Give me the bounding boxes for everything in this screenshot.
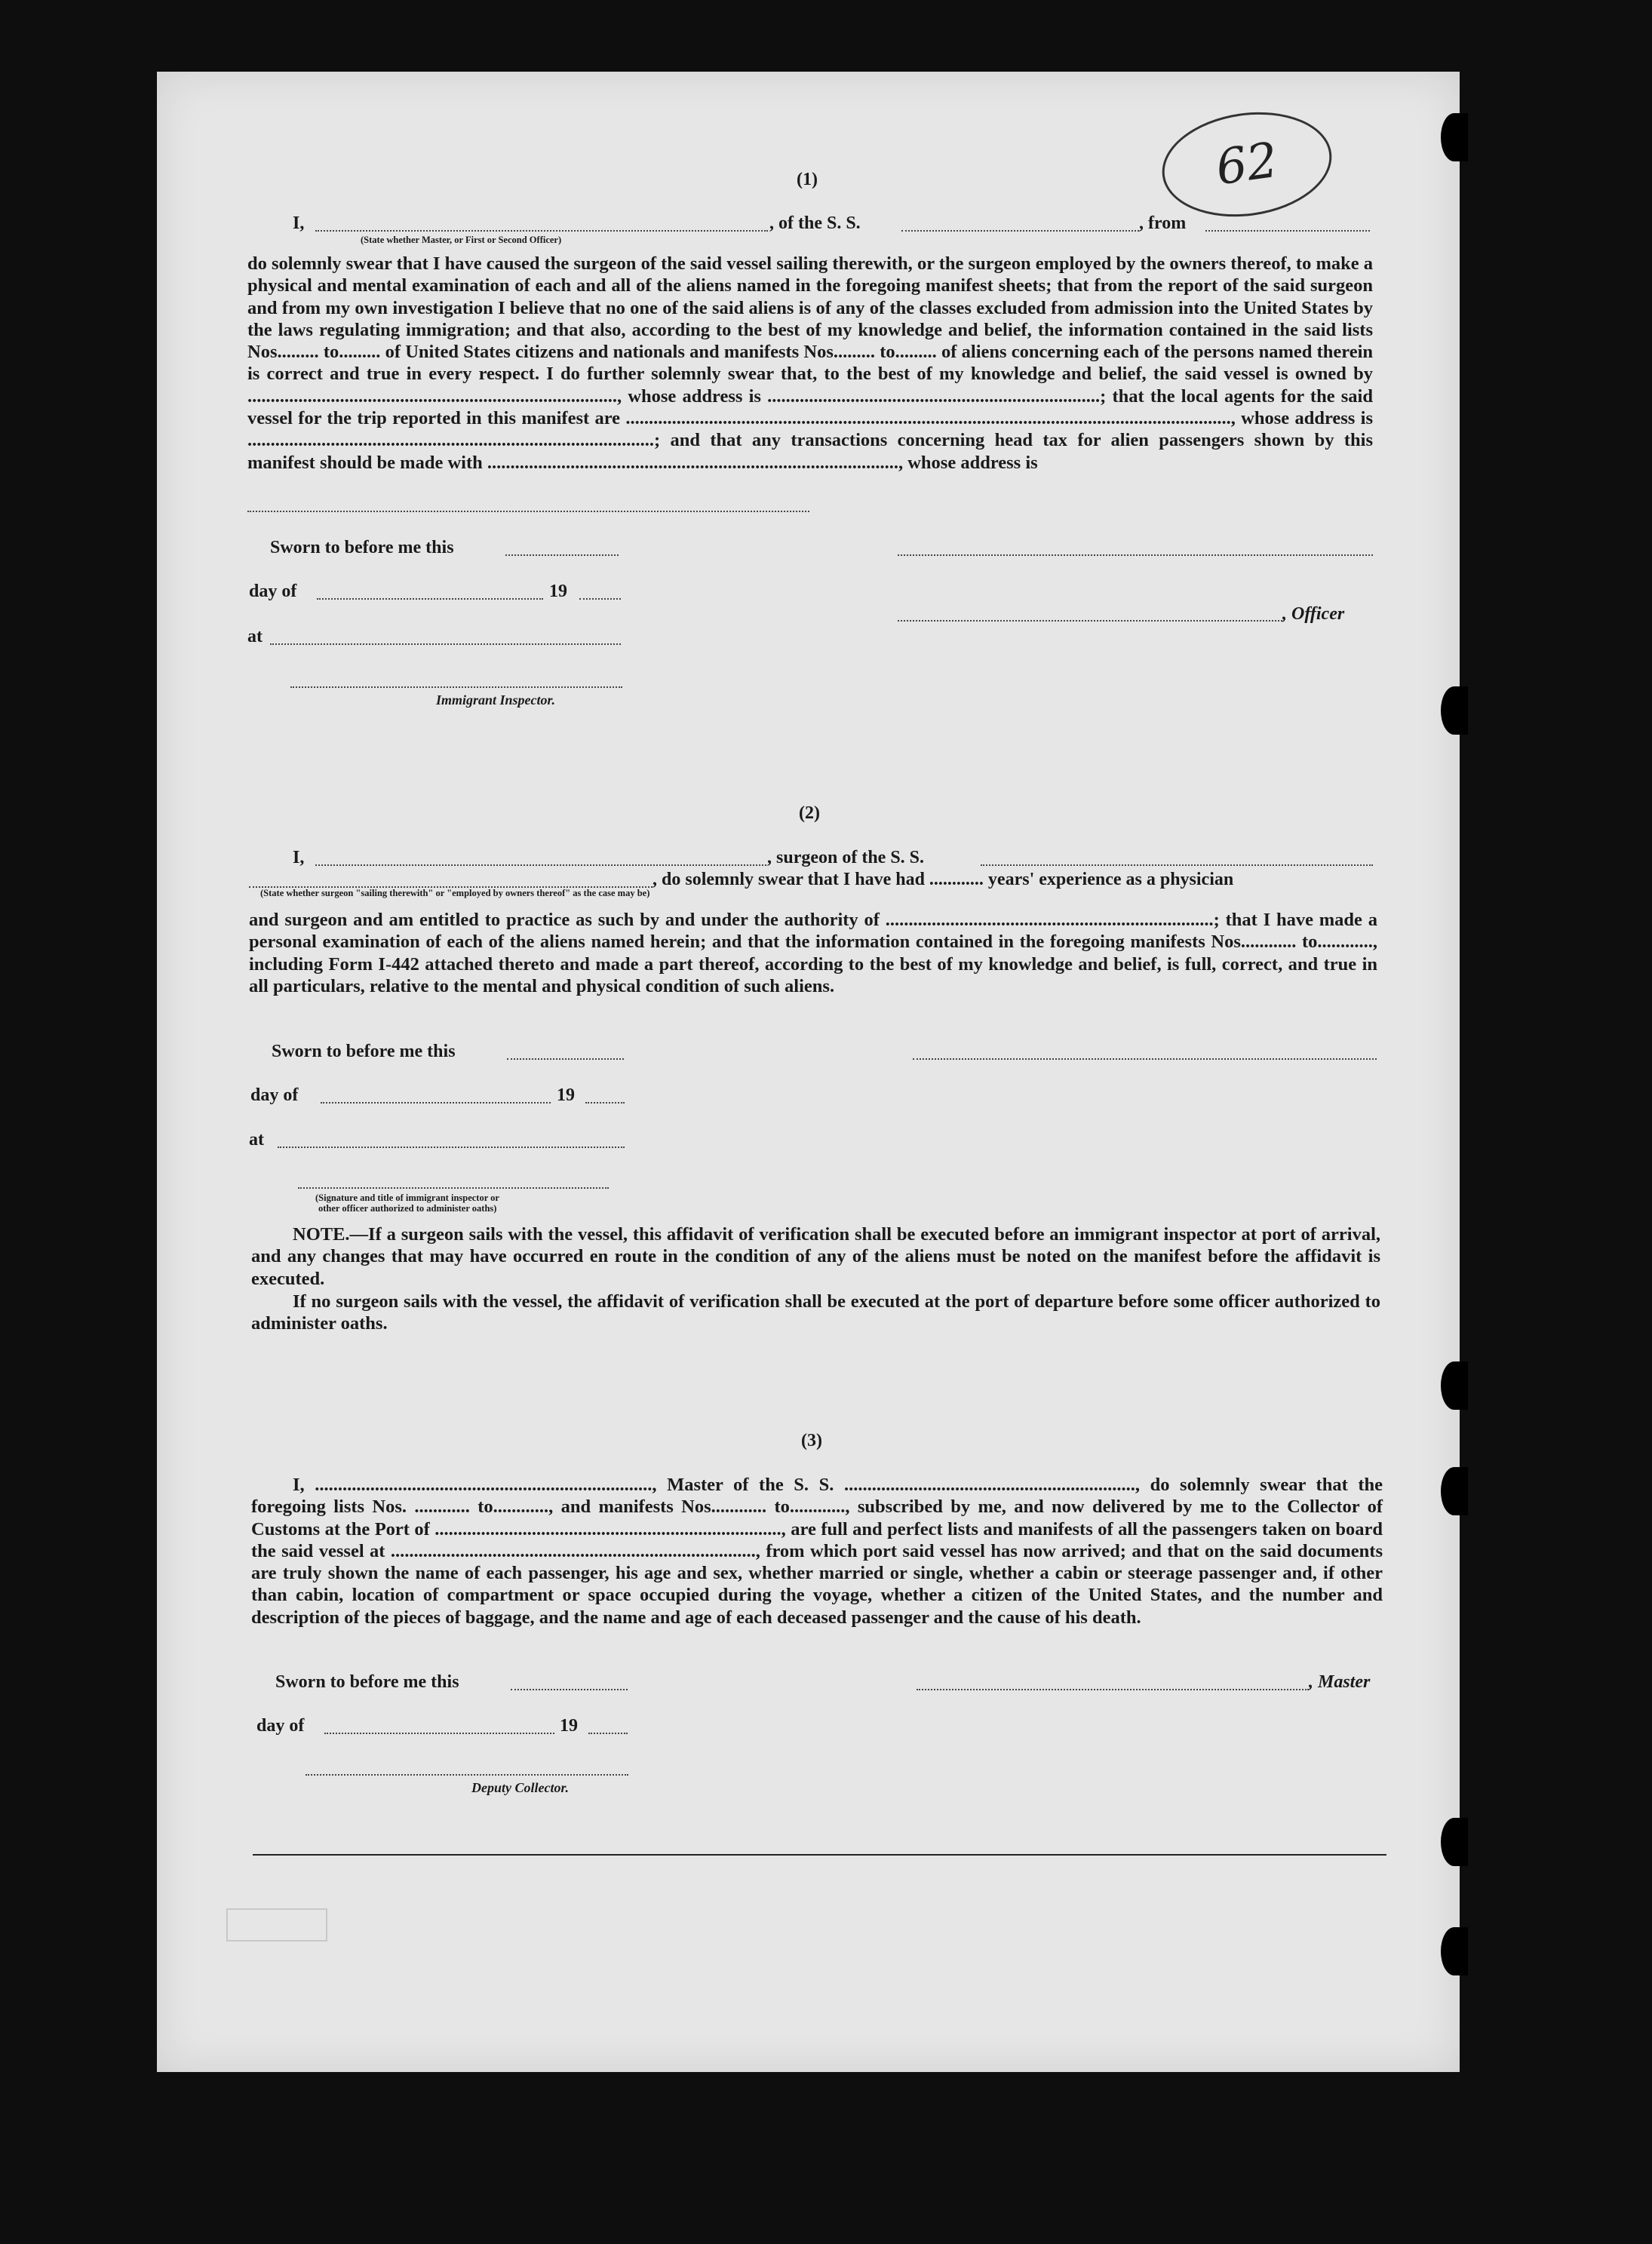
s3-year-label: 19	[560, 1716, 578, 1736]
s2-note2-text: If no surgeon sails with the vessel, the affidavit of verification shall be executed at the port of departure before some officer authorized to administer oaths.	[251, 1291, 1380, 1334]
s3-sworn-blank[interactable]	[511, 1689, 628, 1690]
s2-day-of-label: day of	[250, 1085, 299, 1105]
handwritten-page-number: 62	[1156, 102, 1339, 227]
s2-at-label: at	[249, 1130, 264, 1150]
bottom-rule	[253, 1854, 1386, 1856]
s2-year-label: 19	[557, 1085, 575, 1105]
s1-at-label: at	[247, 627, 263, 646]
s1-officer-blank[interactable]	[315, 230, 768, 232]
s2-name-blank[interactable]	[315, 864, 766, 866]
section-1-heading: (1)	[797, 170, 818, 189]
s3-body-text: I, ........................................................................., Master of the S. S. ..............................................................., do solemnly swear that the foregoing lists Nos. ............ to............, and manifests Nos............ to............, subscribed by me, and now delivered by me to the Collector of Customs at the Port of ..........................................................................., are full and perfect lists and manifests of all the passengers taken on board the said vessel at ..............................................................................., from which port said vessel has now arrived; and that on the said documents are truly shown the name of each passenger, his age and sex, whether married or single, whether a cabin or steerage passenger and, if other than cabin, location of compartment or space occupied during the voyage, whether a citizen of the United States, and the number and description of the pieces of baggage, and the name and age of each deceased passenger and the cause of his death.	[251, 1475, 1383, 1628]
punch-hole	[1441, 1361, 1468, 1410]
s1-body-text: do solemnly swear that I have caused the surgeon of the said vessel sailing therewith, or the surgeon employed by the owners thereof, to make a physical and mental examination of each and all of the aliens named in the foregoing manifest sheets; that from the report of the said surgeon and from my own investigation I believe that no one of the said aliens is of any of the classes excluded from admission into the United States by the laws regulating immigration; and that also, according to the best of my knowledge and belief, the information contained in the said lists Nos......... to......... of United States citizens and nationals and manifests Nos......... to......... of aliens concerning each of the persons named therein is correct and true in every respect. I do further solemnly swear that, to the best of my knowledge and belief, the said vessel is owned by ................................................................................, whose address is ........................................................................; that the local agents for the said vessel for the trip reported in this manifest are ..................................................................................................................................., whose address is ........................................................................................; and that any transactions concerning head tax for alien passengers shown by this manifest should be made with ........................................................................................., whose address is	[247, 253, 1373, 473]
s2-surgeon-of-label: , surgeon of the S. S.	[767, 848, 925, 867]
s1-officer-caption: (State whether Master, or First or Second Officer)	[361, 235, 562, 245]
s3-master-label: , Master	[1309, 1672, 1371, 1692]
s3-sworn-label: Sworn to before me this	[275, 1672, 459, 1692]
s1-sworn-blank[interactable]	[505, 554, 619, 556]
s2-swear-text: , do solemnly swear that I have had ............ years' experience as a physician	[653, 870, 1234, 889]
s1-from-label: , from	[1139, 213, 1187, 233]
faded-stamp	[226, 1908, 327, 1942]
s2-at-blank[interactable]	[278, 1147, 625, 1148]
s2-signature-blank[interactable]	[913, 1058, 1377, 1060]
s1-year-blank[interactable]	[579, 598, 621, 600]
s1-of-ss-label: , of the S. S.	[769, 213, 861, 233]
s1-year-label: 19	[549, 582, 567, 601]
s1-inspector-caption: Immigrant Inspector.	[436, 692, 556, 708]
section-3-heading: (3)	[801, 1431, 822, 1450]
s2-note-text: NOTE.—If a surgeon sails with the vessel, this affidavit of verification shall be executed before an immigrant inspector at port of arrival, and any changes that may have occurred en route in the condition of any of the aliens must be noted on the manifest before the affidavit is executed.	[251, 1224, 1380, 1289]
s2-vessel-blank[interactable]	[981, 864, 1373, 866]
punch-hole	[1441, 1467, 1468, 1515]
s1-officer-label: , Officer	[1282, 604, 1345, 624]
punch-hole	[1441, 1818, 1468, 1866]
s3-day-of-label: day of	[256, 1716, 305, 1736]
punch-hole	[1441, 686, 1468, 735]
s1-officer-sign-blank[interactable]	[898, 620, 1282, 622]
s1-from-blank[interactable]	[1205, 230, 1370, 232]
s1-vessel-blank[interactable]	[901, 230, 1139, 232]
s2-year-blank[interactable]	[585, 1102, 625, 1104]
s3-year-blank[interactable]	[588, 1733, 628, 1734]
s1-day-of-label: day of	[249, 582, 297, 601]
s1-sworn-label: Sworn to before me this	[270, 538, 454, 557]
s3-deputy-caption: Deputy Collector.	[471, 1780, 569, 1795]
s3-day-blank[interactable]	[324, 1733, 554, 1734]
s2-i-label: I,	[293, 848, 305, 867]
section-2-heading: (2)	[799, 803, 820, 823]
s2-inspector-blank[interactable]	[298, 1187, 609, 1189]
s2-status-caption: (State whether surgeon "sailing therewith" or "employed by owners thereof" as the case may be)	[260, 888, 650, 898]
s1-i-label: I,	[293, 213, 305, 233]
s3-master-sign-blank[interactable]	[917, 1689, 1309, 1690]
s1-signature-blank[interactable]	[898, 554, 1373, 556]
s1-inspector-blank[interactable]	[290, 686, 622, 688]
s3-collector-blank[interactable]	[306, 1774, 628, 1776]
s2-sworn-label: Sworn to before me this	[272, 1042, 456, 1061]
s2-sig-caption-2: other officer authorized to administer oaths)	[318, 1203, 497, 1214]
s1-at-blank[interactable]	[270, 643, 621, 645]
s1-address-blank[interactable]	[247, 511, 809, 512]
s2-sig-caption-1: (Signature and title of immigrant inspector or	[315, 1193, 499, 1203]
punch-hole	[1441, 1927, 1468, 1975]
s1-day-blank[interactable]	[317, 598, 543, 600]
punch-hole	[1441, 113, 1468, 161]
s2-sworn-blank[interactable]	[507, 1058, 624, 1060]
s2-body-text: and surgeon and am entitled to practice as such by and under the authority of .......................................................................; that I have made a personal examination of each of the aliens named herein; and that the information contained in the foregoing manifests Nos............ to............, including Form I-442 attached thereto and made a part thereof, according to the best of my knowledge and belief, is full, correct, and true in all particulars, relative to the mental and physical condition of such aliens.	[249, 910, 1377, 996]
s2-day-blank[interactable]	[321, 1102, 551, 1104]
